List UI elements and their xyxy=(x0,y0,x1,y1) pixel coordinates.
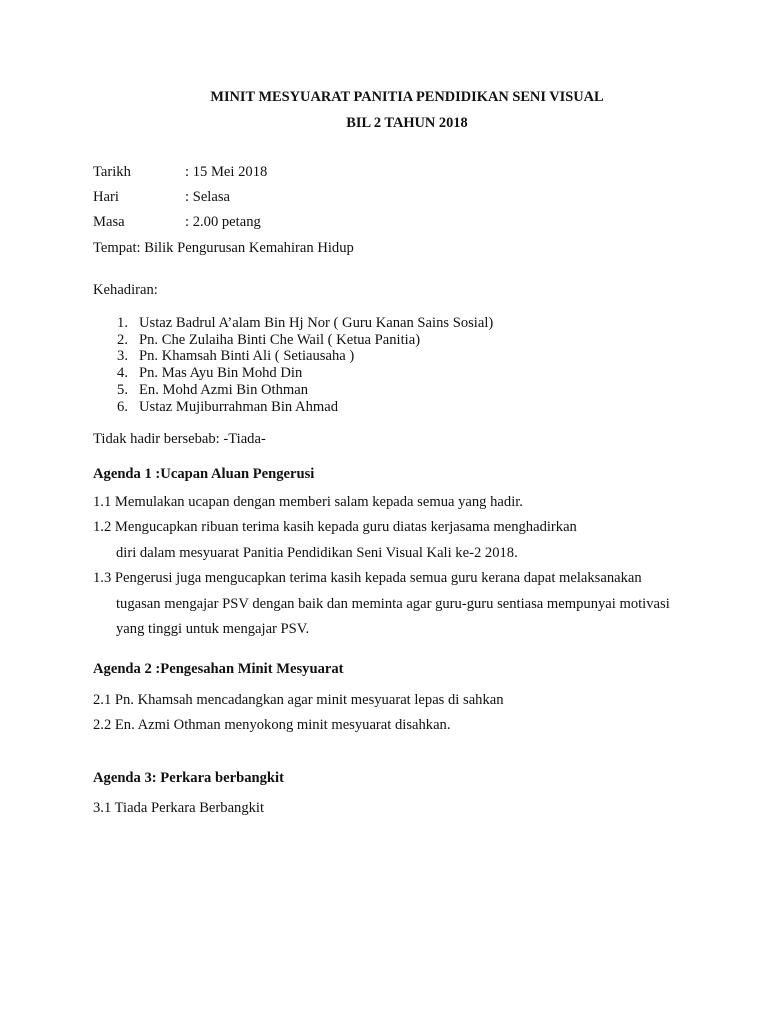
agenda2-line: 2.2 En. Azmi Othman menyokong minit mesyuarat disahkan. xyxy=(93,717,451,733)
list-text: Pn. Khamsah Binti Ali ( Setiausaha ) xyxy=(139,348,355,364)
list-number: 5. xyxy=(117,382,128,398)
list-number: 6. xyxy=(117,399,128,415)
tempat-line: Tempat: Bilik Pengurusan Kemahiran Hidup xyxy=(93,240,354,256)
masa-value: : 2.00 petang xyxy=(185,214,261,230)
hari-label: Hari xyxy=(93,189,119,205)
agenda1-line: 1.2 Mengucapkan ribuan terima kasih kepada guru diatas kerjasama menghadirkan xyxy=(93,519,577,535)
list-text: En. Mohd Azmi Bin Othman xyxy=(139,382,309,398)
agenda2-heading: Agenda 2 :Pengesahan Minit Mesyuarat xyxy=(93,661,344,677)
list-number: 2. xyxy=(117,332,128,348)
agenda1-line: 1.3 Pengerusi juga mengucapkan terima kasih kepada semua guru kerana dapat melaksanakan xyxy=(93,570,642,586)
document-title: MINIT MESYUARAT PANITIA PENDIDIKAN SENI VISUAL xyxy=(210,89,604,105)
list-number: 4. xyxy=(117,365,128,381)
agenda3-heading: Agenda 3: Perkara berbangkit xyxy=(93,770,284,786)
list-number: 1. xyxy=(117,315,128,331)
agenda3-line: 3.1 Tiada Perkara Berbangkit xyxy=(93,800,265,816)
attendance-heading: Kehadiran: xyxy=(93,282,158,298)
absent-line: Tidak hadir bersebab: -Tiada- xyxy=(93,431,266,447)
agenda1-line: 1.1 Memulakan ucapan dengan memberi salam kepada semua yang hadir. xyxy=(93,494,523,510)
agenda1-heading: Agenda 1 :Ucapan Aluan Pengerusi xyxy=(93,466,315,482)
masa-label: Masa xyxy=(93,214,125,230)
agenda1-line: diri dalam mesyuarat Panitia Pendidikan Seni Visual Kali ke-2 2018. xyxy=(116,545,518,561)
agenda1-line: tugasan mengajar PSV dengan baik dan meminta agar guru-guru sentiasa mempunyai motivasi xyxy=(116,596,670,612)
agenda2-line: 2.1 Pn. Khamsah mencadangkan agar minit mesyuarat lepas di sahkan xyxy=(93,692,504,708)
tarikh-label: Tarikh xyxy=(93,164,131,180)
list-number: 3. xyxy=(117,348,128,364)
list-text: Ustaz Badrul A’alam Bin Hj Nor ( Guru Kanan Sains Sosial) xyxy=(139,315,494,331)
list-text: Ustaz Mujiburrahman Bin Ahmad xyxy=(139,399,339,415)
document-subtitle: BIL 2 TAHUN 2018 xyxy=(346,115,468,131)
list-text: Pn. Mas Ayu Bin Mohd Din xyxy=(139,365,303,381)
hari-value: : Selasa xyxy=(185,189,230,205)
list-text: Pn. Che Zulaiha Binti Che Wail ( Ketua Panitia) xyxy=(139,332,421,348)
agenda1-line: yang tinggi untuk mengajar PSV. xyxy=(116,621,310,637)
tarikh-value: : 15 Mei 2018 xyxy=(185,164,268,180)
